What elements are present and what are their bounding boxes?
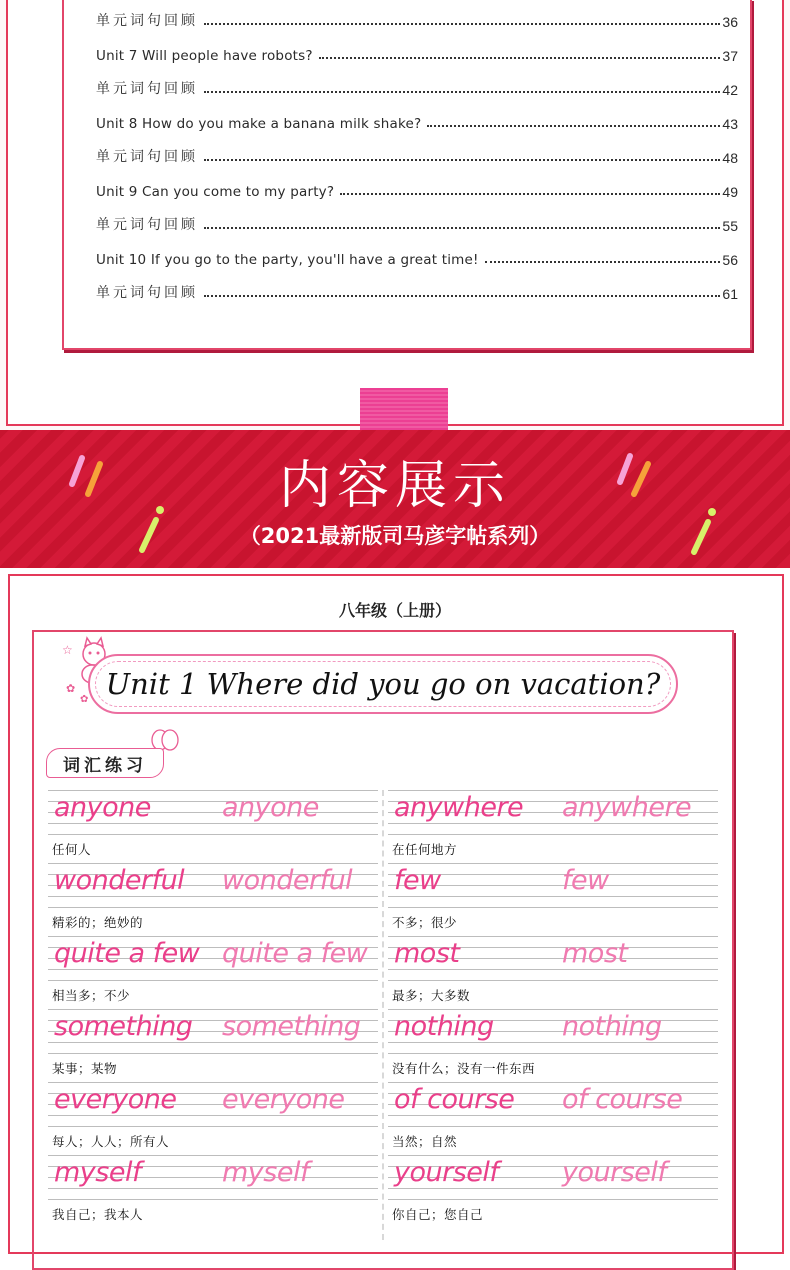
vocab-meaning: 我自己；我本人 <box>52 1207 144 1222</box>
toc-entry <box>96 210 738 234</box>
vocab-word-model: myself <box>54 1157 141 1188</box>
toc-entry-page: 56 <box>722 252 738 268</box>
toc-entry <box>96 142 738 166</box>
vocab-word-model: wonderful <box>54 865 185 896</box>
vocab-meaning: 在任何地方 <box>392 842 458 857</box>
vocab-item <box>48 1155 378 1227</box>
toc-dot-leader <box>204 90 720 93</box>
toc-entry-title: Unit 10 If you go to the party, you'll have a great time! <box>96 252 479 268</box>
vocab-word-trace: of course <box>562 1084 683 1115</box>
vocab-item <box>388 1082 718 1154</box>
toc-dot-leader <box>204 294 720 297</box>
toc-entry-page: 61 <box>722 286 738 302</box>
vocab-item <box>388 863 718 935</box>
vocab-word-model: everyone <box>54 1084 177 1115</box>
toc-dot-leader <box>204 22 720 25</box>
vocab-word-model: nothing <box>394 1011 494 1042</box>
toc-entry <box>96 108 738 132</box>
toc-entry <box>96 244 738 268</box>
vocab-meaning: 当然；自然 <box>392 1134 458 1149</box>
toc-entry-title: 单元词句回顾 <box>96 13 198 29</box>
toc-entry-title: 单元词句回顾 <box>96 149 198 165</box>
vocab-item <box>48 1082 378 1154</box>
unit-title: Unit 1 Where did you go on vacation? <box>105 667 661 701</box>
toc-dot-leader <box>340 192 720 195</box>
vocab-item <box>388 1155 718 1227</box>
practice-page <box>0 568 790 1233</box>
page-tab <box>360 388 448 430</box>
vocab-meaning: 你自己；您自己 <box>392 1207 484 1222</box>
vocab-item <box>48 936 378 1008</box>
grade-title: 八年级（上册） <box>338 601 451 620</box>
toc-entry-title: 单元词句回顾 <box>96 217 198 233</box>
vocab-meaning: 不多；很少 <box>392 915 458 930</box>
vocab-meaning: 精彩的；绝妙的 <box>52 915 144 930</box>
toc-entry <box>96 278 738 302</box>
vocab-word-model: most <box>394 938 460 969</box>
toc-entry <box>96 40 738 64</box>
toc-dot-leader <box>204 158 720 161</box>
vocab-item <box>388 936 718 1008</box>
banner-subtitle: （2021最新版司马彦字帖系列） <box>239 524 551 548</box>
vocab-item <box>48 1009 378 1081</box>
vocab-word-trace: something <box>222 1011 361 1042</box>
vocab-item <box>48 863 378 935</box>
section-banner <box>0 430 790 568</box>
toc-dot-leader <box>427 124 720 127</box>
vocab-meaning: 相当多；不少 <box>52 988 131 1003</box>
svg-text:✿: ✿ <box>66 682 76 695</box>
vocab-word-model: few <box>394 865 441 896</box>
vocab-meaning: 某事；某物 <box>52 1061 118 1076</box>
toc-entry-title: 单元词句回顾 <box>96 285 198 301</box>
toc-entry-page: 48 <box>722 150 738 166</box>
vocab-item <box>388 790 718 862</box>
toc-entry-page: 55 <box>722 218 738 234</box>
toc-entry <box>96 176 738 200</box>
vocab-word-trace: wonderful <box>222 865 353 896</box>
toc-entry-page: 42 <box>722 82 738 98</box>
toc-entry <box>96 6 738 30</box>
toc-entry-page: 43 <box>722 116 738 132</box>
vocab-meaning: 每人；人人；所有人 <box>52 1134 170 1149</box>
vocab-word-trace: most <box>562 938 628 969</box>
vocab-meaning: 没有什么；没有一件东西 <box>392 1061 536 1076</box>
svg-text:☆: ☆ <box>62 643 73 657</box>
unit-title-banner <box>88 654 678 714</box>
vocab-item <box>48 790 378 862</box>
column-divider <box>382 790 384 1240</box>
vocab-word-trace: quite a few <box>222 938 368 969</box>
vocab-word-trace: myself <box>222 1157 309 1188</box>
vocab-meaning: 最多；大多数 <box>392 988 471 1003</box>
toc-entry-title: Unit 8 How do you make a banana milk shake? <box>96 116 422 132</box>
vocab-word-model: yourself <box>394 1157 499 1188</box>
vocab-word-model: something <box>54 1011 193 1042</box>
banner-title: 内容展示 <box>278 456 511 516</box>
pencil-strokes-right-icon <box>610 452 730 572</box>
vocab-word-trace: few <box>562 865 609 896</box>
vocab-word-trace: yourself <box>562 1157 667 1188</box>
svg-text:✿: ✿ <box>80 694 89 705</box>
toc-dot-leader <box>319 56 721 59</box>
toc-page <box>0 0 790 430</box>
toc-dot-leader <box>204 226 720 229</box>
vocab-word-trace: nothing <box>562 1011 662 1042</box>
vocab-word-trace: anywhere <box>562 792 692 823</box>
toc-entry-page: 49 <box>722 184 738 200</box>
section-label: 词汇练习 <box>46 748 164 778</box>
toc-entry-page: 37 <box>722 48 738 64</box>
toc-entry-title: Unit 9 Can you come to my party? <box>96 184 335 200</box>
vocab-meaning: 任何人 <box>52 842 92 857</box>
vocab-word-model: anyone <box>54 792 151 823</box>
vocab-word-trace: anyone <box>222 792 319 823</box>
vocab-item <box>388 1009 718 1081</box>
toc-dot-leader <box>485 260 721 263</box>
vocab-word-trace: everyone <box>222 1084 345 1115</box>
toc-entry-title: 单元词句回顾 <box>96 81 198 97</box>
vocab-word-model: anywhere <box>394 792 524 823</box>
vocab-word-model: quite a few <box>54 938 200 969</box>
toc-entry-title: Unit 7 Will people have robots? <box>96 48 313 64</box>
toc-entry <box>96 74 738 98</box>
toc-entry-page: 36 <box>722 14 738 30</box>
vocab-word-model: of course <box>394 1084 515 1115</box>
